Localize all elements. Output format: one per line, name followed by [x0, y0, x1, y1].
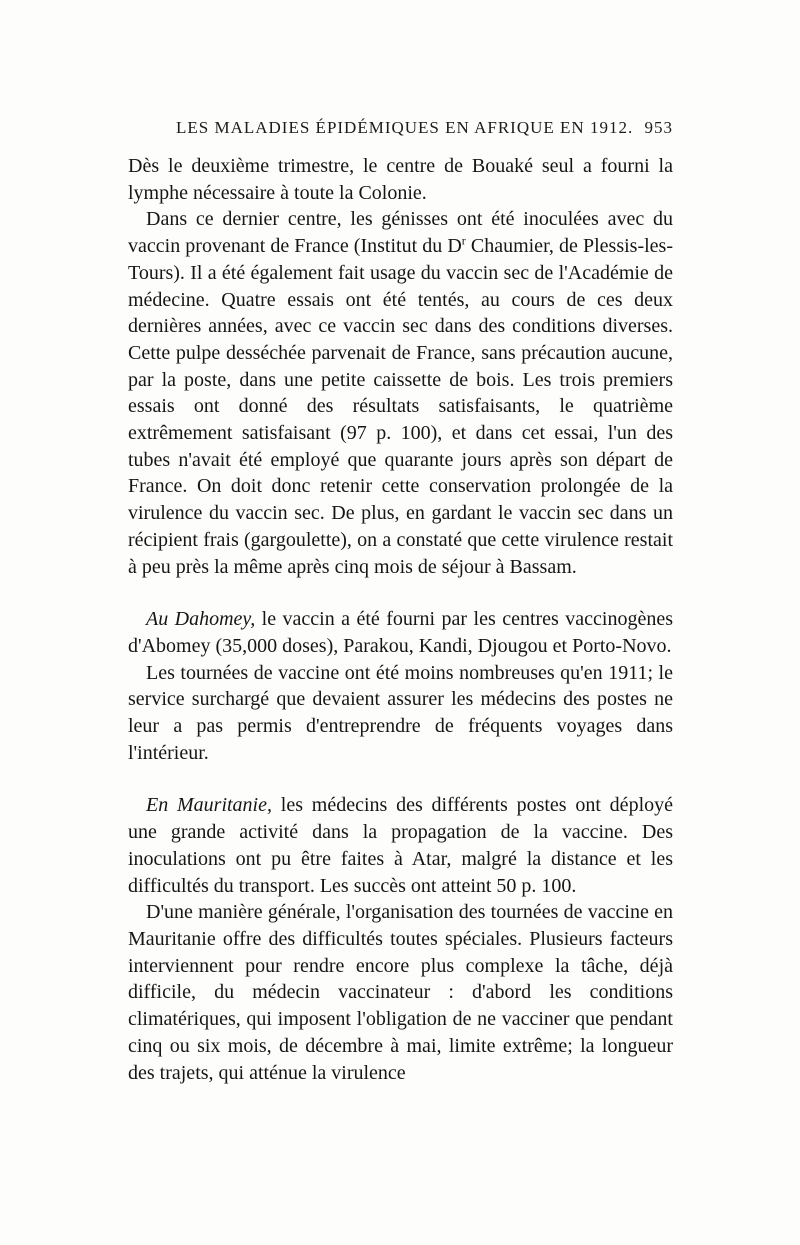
- paragraph-mauritanie: [128, 792, 673, 899]
- paragraph-text: Les tournées de vaccine ont été moins nombreuses qu'en 1911; le service surchargé que devaient assurer les médecins des postes ne leur a pas permis d'entreprendre de fréquents voyages dans l'intérieur.: [128, 661, 673, 764]
- paragraph-text: Dans ce dernier centre, les génisses ont été inoculées avec du vaccin provenant de France (Institut du D: [128, 208, 673, 258]
- running-title: LES MALADIES ÉPIDÉMIQUES EN AFRIQUE EN 1912.: [176, 118, 634, 137]
- paragraph-vaccination-tours: [128, 660, 673, 767]
- paragraph-text: les médecins des différents postes ont déployé une grande activité dans la propagation de la vaccine. Des inoculations ont pu être faites à Atar, malgré la distance et les difficultés du transport. Les succès ont atteint 50 p. 100.: [128, 794, 673, 897]
- paragraph-text: le vaccin a été fourni par les centres vaccinogènes d'Abomey (35,000 doses), Parakou, Kandi, Djougou et Porto-Novo.: [128, 608, 673, 657]
- paragraph-bouake: [128, 153, 673, 206]
- running-header: [128, 118, 673, 144]
- section-title-mauritanie: En Mauritanie,: [146, 794, 272, 817]
- paragraph-text: Chaumier, de Plessis-les-Tours). Il a été également fait usage du vaccin sec de l'Académie de médecine. Quatre essais ont été tentés, au cours de ces deux dernières années, avec ce vaccin sec dans des conditions diverses. Cette pulpe desséchée parvenait de France, sans précaution aucune, par la poste, dans une petite caissette de bois. Les trois premiers essais ont donné des résultats satisfaisants, le quatrième extrêmement satisfaisant (97 p. 100), et dans cet essai, l'un des tubes n'avait été employé que quarante jours après son départ de France. On doit donc retenir cette conservation prolongée de la virulence du vaccin sec. De plus, en gardant le vaccin sec dans un récipient frais (gargoulette), on a constaté que cette virulence restait à peu près la même après cinq mois de séjour à Bassam.: [128, 235, 673, 578]
- body-text: [128, 153, 673, 1086]
- paragraph-text: Dès le deuxième trimestre, le centre de Bouaké seul a fourni la lymphe nécessaire à toute la Colonie.: [128, 155, 673, 204]
- paragraph-mauritanie-difficulties: [128, 899, 673, 1086]
- paragraph-vaccine-sources: [128, 206, 673, 580]
- section-title-dahomey: Au Dahomey,: [146, 608, 256, 631]
- paragraph-text: D'une manière générale, l'organisation des tournées de vaccine en Mauritanie offre des difficultés toutes spéciales. Plusieurs facteurs interviennent pour rendre encore plus complexe la tâche, déjà difficile, du médecin vaccinateur : d'abord les conditions climatériques, qui imposent l'obligation de ne vacciner que pendant cinq ou six mois, de décembre à mai, limite extrême; la longueur des trajets, qui atténue la virulence: [128, 901, 673, 1084]
- superscript: r: [461, 233, 466, 248]
- page-number: 953: [644, 118, 673, 137]
- paragraph-dahomey: [128, 606, 673, 659]
